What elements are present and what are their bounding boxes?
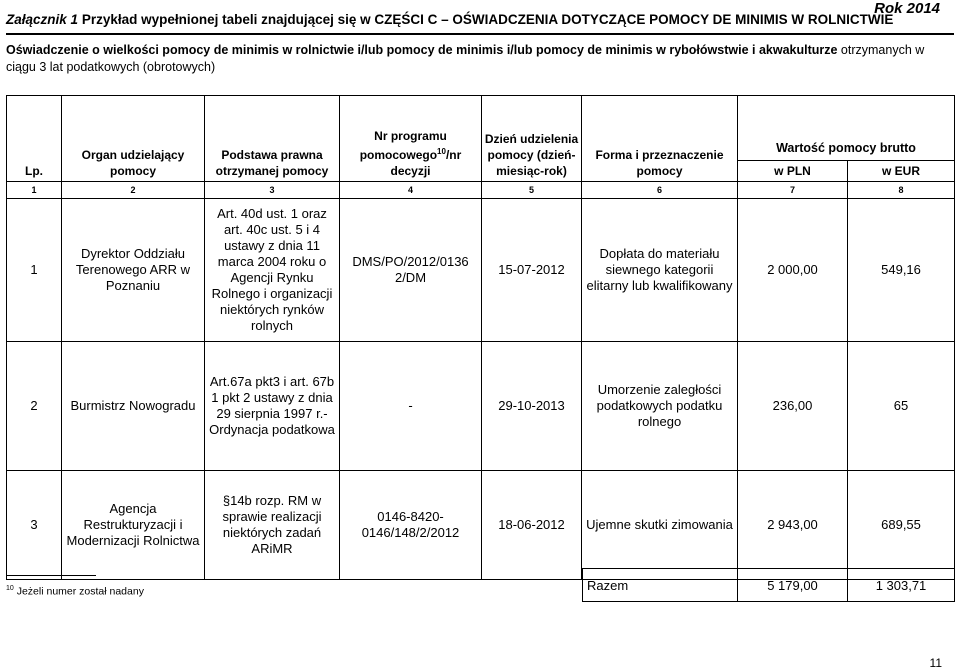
declaration-normal: otrzymanych w ciągu 3 lat podatkowych (obrotowych)	[6, 43, 925, 74]
col-number: 7	[738, 182, 848, 199]
cell-forma: Ujemne skutki zimowania	[582, 471, 738, 580]
cell-dzien: 29-10-2013	[482, 342, 582, 471]
cell-podstawa: Art.67a pkt3 i art. 67b 1 pkt 2 ustawy z dnia 29 sierpnia 1997 r.- Ordynacja podatkowa	[205, 342, 340, 471]
cell-organ: Agencja Restrukturyzacji i Modernizacji Rolnictwa	[62, 471, 205, 580]
cell-pln: 2 943,00	[738, 471, 848, 580]
header-dzien: Dzień udzielenia pomocy (dzień-miesiąc-rok)	[482, 96, 582, 182]
razem-label: Razem	[583, 569, 738, 602]
razem-row	[583, 569, 955, 602]
cell-organ: Burmistrz Nowogradu	[62, 342, 205, 471]
col-number: 2	[62, 182, 205, 199]
cell-nr: -	[340, 342, 482, 471]
header-rule	[6, 33, 954, 35]
cell-nr: DMS/PO/2012/0136 2/DM	[340, 199, 482, 342]
razem-pln: 5 179,00	[738, 569, 848, 602]
col-number: 6	[582, 182, 738, 199]
header-eur: w EUR	[848, 161, 955, 182]
cell-eur: 549,16	[848, 199, 955, 342]
col-number: 1	[7, 182, 62, 199]
cell-dzien: 15-07-2012	[482, 199, 582, 342]
footnote-marker: 10	[6, 585, 14, 592]
cell-forma: Umorzenie zaległości podatkowych podatku rolnego	[582, 342, 738, 471]
header-wartosc: Wartość pomocy brutto	[738, 96, 955, 161]
col-number: 4	[340, 182, 482, 199]
cell-lp: 3	[7, 471, 62, 580]
col-number: 8	[848, 182, 955, 199]
cell-pln: 236,00	[738, 342, 848, 471]
footnote	[6, 585, 144, 598]
header-podstawa: Podstawa prawna otrzymanej pomocy	[205, 96, 340, 182]
declaration-bold: Oświadczenie o wielkości pomocy de minimis w rolnictwie i/lub pomocy de minimis i/lub pomocy de minimis w rybołówstwie i akwakulturze	[6, 43, 838, 57]
page-number: 11	[929, 656, 942, 670]
header-lp: Lp.	[7, 96, 62, 182]
header-nr-sup: 10	[437, 147, 446, 156]
year-label: Rok 2014	[874, 0, 940, 17]
cell-dzien: 18-06-2012	[482, 471, 582, 580]
cell-nr: 0146-8420-0146/148/2/2012	[340, 471, 482, 580]
cell-forma: Dopłata do materiału siewnego kategorii elitarny lub kwalifikowany	[582, 199, 738, 342]
header-organ: Organ udzielający pomocy	[62, 96, 205, 182]
razem-table	[582, 568, 955, 602]
de-minimis-table	[6, 95, 955, 580]
cell-podstawa: §14b rozp. RM w sprawie realizacji niektórych zadań ARiMR	[205, 471, 340, 580]
col-number: 5	[482, 182, 582, 199]
header-row-1	[7, 96, 955, 161]
attachment-title	[6, 12, 893, 27]
cell-lp: 2	[7, 342, 62, 471]
header-nr-a: Nr programu pomocowego	[359, 129, 447, 162]
footnote-text: Jeżeli numer został nadany	[13, 585, 144, 598]
razem-eur: 1 303,71	[848, 569, 955, 602]
col-number: 3	[205, 182, 340, 199]
cell-podstawa: Art. 40d ust. 1 oraz art. 40c ust. 5 i 4 ustawy z dnia 11 marca 2004 roku o Agencji Rynku Rolnego i organizacji niektórych rynków rolnych	[205, 199, 340, 342]
header-pln: w PLN	[738, 161, 848, 182]
column-number-row	[7, 182, 955, 199]
attachment-description: Przykład wypełnionej tabeli znajdującej się w CZĘŚCI C – OŚWIADCZENIA DOTYCZĄCE POMOCY DE MINIMIS W ROLNICTWIE	[81, 12, 894, 27]
footnote-rule	[6, 575, 96, 576]
cell-eur: 689,55	[848, 471, 955, 580]
cell-organ: Dyrektor Oddziału Terenowego ARR w Poznaniu	[62, 199, 205, 342]
table-row	[7, 342, 955, 471]
attachment-number: Załącznik 1	[6, 12, 79, 27]
table-row	[7, 471, 955, 580]
header-nr-programu	[340, 96, 482, 182]
table-row	[7, 199, 955, 342]
header-nr-b: /nr decyzji	[390, 148, 462, 178]
declaration-title	[6, 42, 954, 76]
cell-lp: 1	[7, 199, 62, 342]
top-line	[6, 0, 954, 27]
cell-pln: 2 000,00	[738, 199, 848, 342]
cell-eur: 65	[848, 342, 955, 471]
header-forma: Forma i przeznaczenie pomocy	[582, 96, 738, 182]
